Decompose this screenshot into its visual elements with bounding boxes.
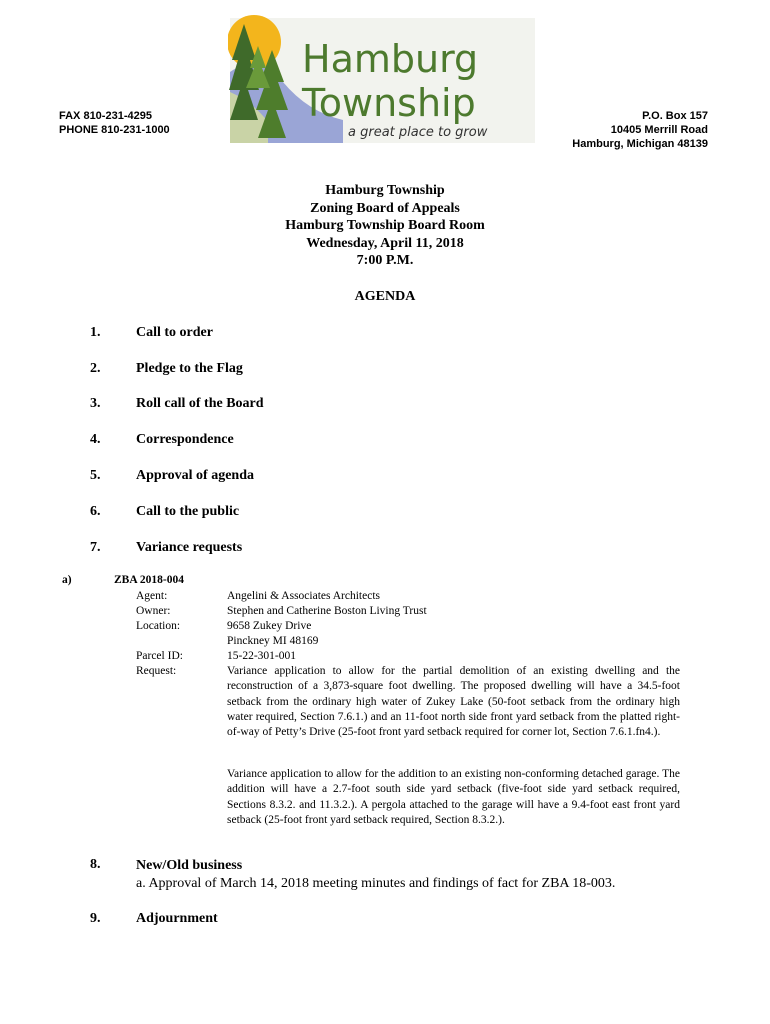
parcel-value: 15-22-301-001 xyxy=(227,650,296,662)
city-state-zip: Hamburg, Michigan 48139 xyxy=(572,138,708,150)
item-label: Approval of agenda xyxy=(136,468,254,483)
contact-left xyxy=(59,109,170,137)
street-address: 10405 Merrill Road xyxy=(610,124,708,136)
title-line-3: Hamburg Township Board Room xyxy=(285,218,485,233)
phone-number: PHONE 810-231-1000 xyxy=(59,124,170,136)
title-line-2: Zoning Board of Appeals xyxy=(310,200,460,216)
fax-number: FAX 810-231-4295 xyxy=(59,110,152,122)
location-label: Location: xyxy=(136,620,181,632)
location-city: Pinckney MI 48169 xyxy=(227,635,319,648)
owner-value: Stephen and Catherine Boston Living Trust xyxy=(227,605,427,617)
title-line-5: 7:00 P.M. xyxy=(356,253,414,268)
request-label: Request: xyxy=(136,665,177,677)
item-number: 1. xyxy=(90,325,101,340)
po-box: P.O. Box 157 xyxy=(642,110,708,122)
logo-tagline: a great place to grow xyxy=(348,125,488,140)
title-line-1: Hamburg Township xyxy=(325,183,445,198)
parcel-label: Parcel ID: xyxy=(136,650,183,662)
item-number: 9. xyxy=(90,911,101,926)
item-label: Adjournment xyxy=(136,911,218,926)
agenda-heading: AGENDA xyxy=(354,289,416,304)
agent-value: Angelini & Associates Architects xyxy=(227,590,380,602)
meeting-title-block xyxy=(0,182,770,270)
item-label: Call to order xyxy=(136,325,213,340)
location-value xyxy=(227,619,680,650)
agent-label: Agent: xyxy=(136,590,168,602)
item-label: Variance requests xyxy=(136,540,243,555)
item-number: 2. xyxy=(90,361,101,376)
case-number: ZBA 2018-004 xyxy=(114,574,184,586)
location-street: 9658 Zukey Drive xyxy=(227,620,312,632)
item-label: Pledge to the Flag xyxy=(136,361,243,376)
logo-wordmark-line2: Township xyxy=(302,81,476,125)
minutes-approval-subitem: a. Approval of March 14, 2018 meeting minutes and findings of fact for ZBA 18-003. xyxy=(136,875,616,891)
owner-label: Owner: xyxy=(136,605,171,617)
item-number: 4. xyxy=(90,432,101,447)
request-paragraph-2: Variance application to allow for the addition to an existing non-conforming detached garage. The addition will have a 2.7-foot south side yard setback (five-foot side yard setback required, Sections 8.3.2. and 11.3.2.). A pergola attached to the garage will have a 9.4-foot east front yard setback (25-foot front yard setback required, Section 8.3.2.). xyxy=(227,768,680,826)
case-prefix: a) xyxy=(62,574,72,586)
item-number: 7. xyxy=(90,540,101,555)
request-paragraph-1: Variance application to allow for the partial demolition of an existing dwelling and the reconstruction of a 3,873-square foot dwelling. The proposed dwelling will have a 34.5-foot setback from the ordinary high water of Zukey Lake (50-foot setback from the ordinary high water required, Section 7.6.1.) and an 11-foot north side front yard setback from the platted right-of-way of Petty’s Drive (25-foot front yard setback required for corner lot, Section 7.6.1.fn4.). xyxy=(227,665,680,739)
title-line-4: Wednesday, April 11, 2018 xyxy=(306,235,464,251)
mailing-address xyxy=(572,109,708,151)
item-label: New/Old business xyxy=(136,858,243,873)
item-number: 3. xyxy=(90,396,101,411)
logo-wordmark-line1: Hamburg xyxy=(302,37,479,81)
item-label: Correspondence xyxy=(136,432,234,447)
item-number: 8. xyxy=(90,857,101,872)
item-label: Roll call of the Board xyxy=(136,396,264,411)
new-old-business xyxy=(136,857,696,892)
item-number: 5. xyxy=(90,468,101,483)
item-number: 6. xyxy=(90,504,101,519)
hamburg-township-logo xyxy=(228,12,538,147)
item-label: Call to the public xyxy=(136,504,240,519)
